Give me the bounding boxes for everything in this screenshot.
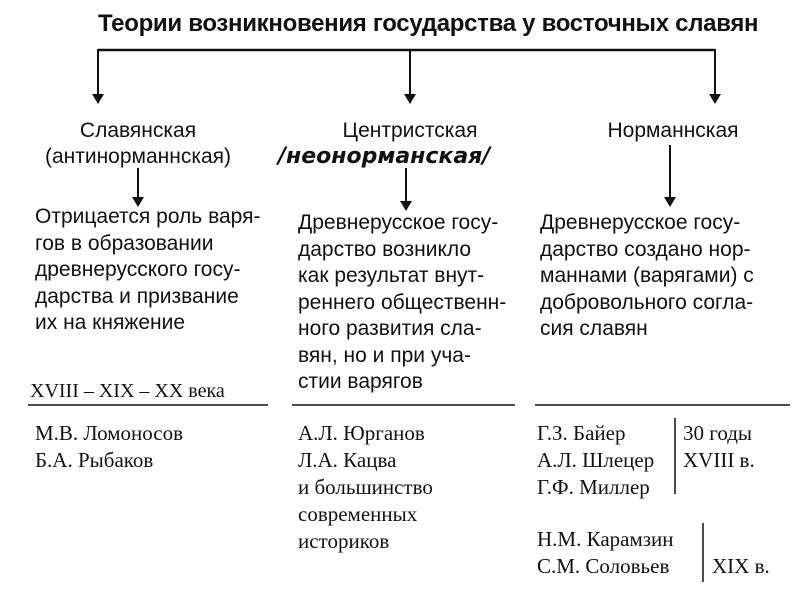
heading-line: (антинорманнская): [44, 145, 232, 168]
description-line: дарство возникло: [298, 237, 472, 261]
historian-name: М.В. Ломоносов: [35, 421, 184, 445]
description-line: древнерусского госу-: [35, 258, 241, 281]
centrist-theory-description: [298, 210, 506, 396]
slavic-era-label: XVIII – XIX – XX века: [30, 380, 225, 402]
period-label: 30 годы: [683, 421, 753, 445]
historian-name: С.М. Соловьев: [537, 554, 670, 578]
period-label: XVIII в.: [683, 448, 755, 472]
description-line: дарства и призвание: [35, 284, 239, 308]
slavic-theory-heading: [28, 118, 248, 170]
historian-name: А.Л. Шлецер: [537, 448, 655, 472]
description-line: как результат внут-: [298, 264, 485, 287]
historian-name: Л.А. Кацва: [298, 448, 397, 472]
norman-theory-heading: [568, 118, 778, 144]
heading-line: Норманнская: [607, 119, 739, 142]
heading-line: Славянская: [79, 119, 197, 142]
description-line: дарство создано нор-: [540, 237, 751, 261]
historian-name: историков: [298, 529, 390, 553]
description-line: добровольного согла-: [540, 290, 754, 314]
description-line: реннего общественн-: [298, 290, 507, 314]
norman-18th-century-historians: [537, 420, 654, 501]
historian-name: Б.А. Рыбаков: [35, 448, 154, 472]
historian-name: Г.З. Байер: [537, 421, 626, 445]
historian-name: Н.М. Карамзин: [537, 527, 674, 551]
historian-name: Г.Ф. Миллер: [537, 475, 650, 499]
description-line: сия славян: [540, 317, 648, 340]
slavic-theory-description: [35, 204, 260, 337]
centrist-theory-subheading: /неонорманская/: [278, 144, 491, 169]
description-line: Отрицается роль варя-: [35, 205, 261, 228]
diagram-title: Теории возникновения государства у восточных славян: [98, 10, 759, 37]
historian-name: современных: [298, 502, 418, 526]
description-line: вян, но и при уча-: [298, 343, 471, 367]
centrist-theory-heading: [300, 118, 520, 144]
norman-19th-century-historians: [537, 526, 674, 580]
description-line: стии варягов: [298, 370, 423, 393]
description-line: гов в образовании: [35, 231, 214, 255]
heading-line: Центристская: [342, 119, 478, 142]
description-line: маннами (варягами) с: [540, 264, 754, 287]
description-line: Древнерусское госу-: [298, 211, 499, 234]
slavic-historians-list: [35, 420, 183, 474]
norman-theory-description: [540, 210, 754, 343]
description-line: ного развития сла-: [298, 317, 482, 340]
centrist-historians-list: [298, 420, 433, 555]
description-line: их на княжение: [35, 311, 186, 334]
description-line: Древнерусское госу-: [540, 211, 741, 234]
historian-name: и большинство: [298, 475, 433, 499]
period-19th-century: XIX в.: [712, 554, 770, 578]
period-18th-century: [683, 420, 755, 474]
historian-name: А.Л. Юрганов: [298, 421, 425, 445]
